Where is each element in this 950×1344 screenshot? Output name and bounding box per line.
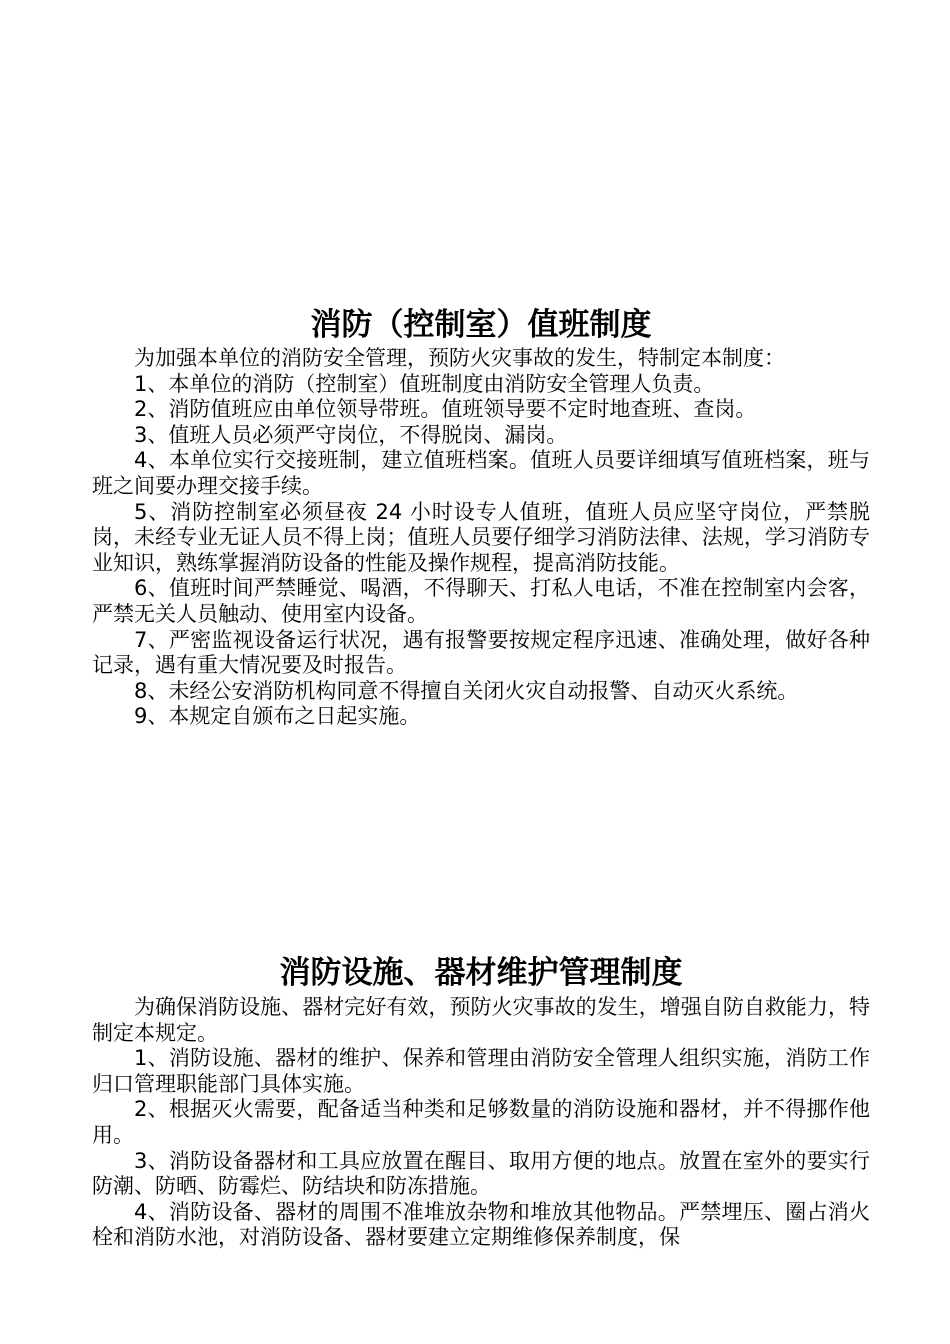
clause-1: 1、消防设施、器材的维护、保养和管理由消防安全管理人组织实施，消防工作归口管理职能部门具体实施。 [92, 1046, 870, 1096]
section-title: 消防（控制室）值班制度 [310, 307, 652, 343]
clause-2: 2、根据灭火需要，配备适当种类和足够数量的消防设施和器材，并不得挪作他用。 [92, 1097, 870, 1147]
clause-1: 1、本单位的消防（控制室）值班制度由消防安全管理人负责。 [134, 371, 715, 396]
section-title: 消防设施、器材维护管理制度 [279, 955, 683, 991]
clause-3: 3、消防设备器材和工具应放置在醒目、取用方便的地点。放置在室外的要实行防潮、防晒、防霉烂、防结块和防冻措施。 [92, 1148, 870, 1199]
clause-2: 2、消防值班应由单位领导带班。值班领导要不定时地查班、查岗。 [134, 397, 757, 422]
clause-3: 3、值班人员必须严守岗位，不得脱岗、漏岗。 [134, 422, 568, 447]
clause-4: 4、本单位实行交接班制，建立值班档案。值班人员要详细填写值班档案，班与班之间要办理交接手续。 [92, 448, 870, 498]
duty-regulation-section [92, 302, 870, 730]
equipment-maintenance-section [92, 950, 870, 1251]
clause-5: 5、消防控制室必须昼夜 24 小时设专人值班，值班人员应坚守岗位，严禁脱岗，未经专业无证人员不得上岗；值班人员要仔细学习消防法律、法规，学习消防专业知识，熟练掌握消防设备的性能及操作规程，提高消防技能。 [92, 499, 870, 575]
intro-paragraph: 为确保消防设施、器材完好有效，预防火灾事故的发生，增强自防自救能力，特制定本规定。 [92, 995, 870, 1045]
clause-9: 9、本规定自颁布之日起实施。 [134, 704, 421, 729]
clause-7: 7、严密监视设备运行状况，遇有报警要按规定程序迅速、准确处理，做好各种记录，遇有重大情况要及时报告。 [92, 627, 870, 678]
intro-paragraph: 为加强本单位的消防安全管理，预防火灾事故的发生，特制定本制度： [134, 346, 785, 370]
clause-6: 6、值班时间严禁睡觉、喝酒，不得聊天、打私人电话，不准在控制室内会客，严禁无关人员触动、使用室内设备。 [92, 576, 870, 626]
clause-4: 4、消防设备、器材的周围不准堆放杂物和堆放其他物品。严禁埋压、圈占消火栓和消防水池，对消防设备、器材要建立定期维修保养制度，保 [92, 1199, 870, 1250]
clause-8: 8、未经公安消防机构同意不得擅自关闭火灾自动报警、自动灭火系统。 [134, 678, 799, 703]
